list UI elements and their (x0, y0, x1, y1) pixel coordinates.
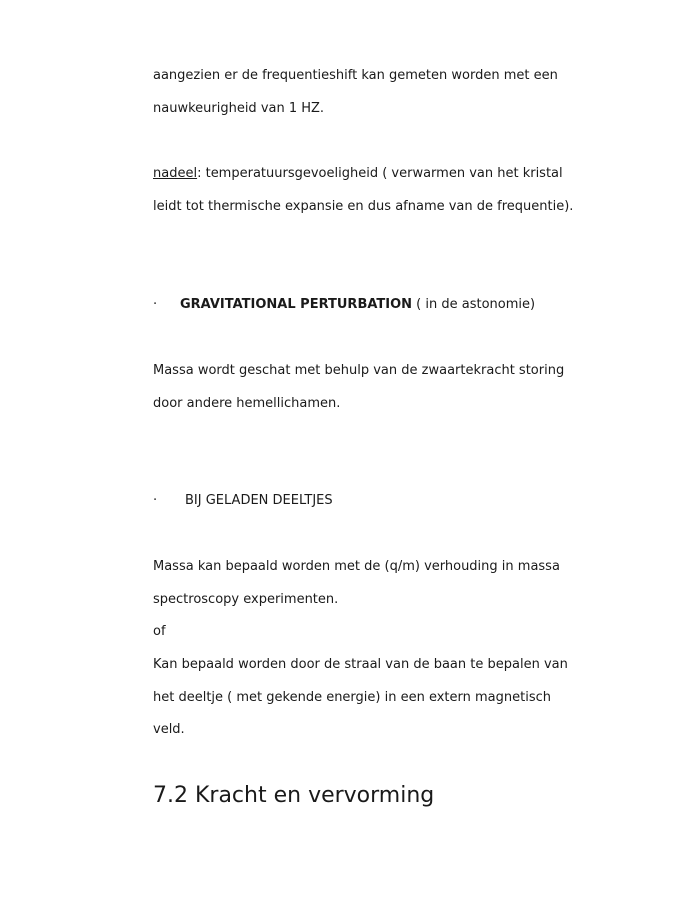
paragraph-line: Massa kan bepaald worden met de (q/m) verhouding in massa (153, 559, 560, 574)
bullet-dot: · (153, 493, 158, 508)
paragraph-line: spectroscopy experimenten. (153, 592, 339, 607)
bullet-dot: · (153, 297, 158, 312)
paragraph-line: Kan bepaald worden door de straal van de baan te bepalen van (153, 657, 568, 672)
paragraph-line: leidt tot thermische expansie en dus afname van de frequentie). (153, 199, 574, 214)
paragraph-line: of (153, 624, 166, 639)
disadvantage-line (153, 166, 563, 182)
paragraph-line: door andere hemellichamen. (153, 396, 341, 411)
paragraph-line: veld. (153, 722, 185, 737)
paragraph-line: het deeltje ( met gekende energie) in een extern magnetisch (153, 690, 551, 705)
bullet-bold-text: GRAVITATIONAL PERTURBATION (180, 297, 413, 312)
disadvantage-text: : temperatuursgevoeligheid ( verwarmen van het kristal (197, 166, 563, 181)
bullet-rest-text: ( in de astonomie) (412, 297, 536, 312)
paragraph-line: aangezien er de frequentieshift kan gemeten worden met een (153, 68, 558, 83)
section-heading: 7.2 Kracht en vervorming (153, 783, 435, 808)
bullet-item-charged-particles: BIJ GELADEN DEELTJES (185, 493, 333, 508)
paragraph-line: nauwkeurigheid van 1 HZ. (153, 101, 325, 116)
disadvantage-label: nadeel (153, 166, 198, 181)
bullet-item-gravitational (180, 297, 535, 313)
paragraph-line: Massa wordt geschat met behulp van de zwaartekracht storing (153, 363, 565, 378)
